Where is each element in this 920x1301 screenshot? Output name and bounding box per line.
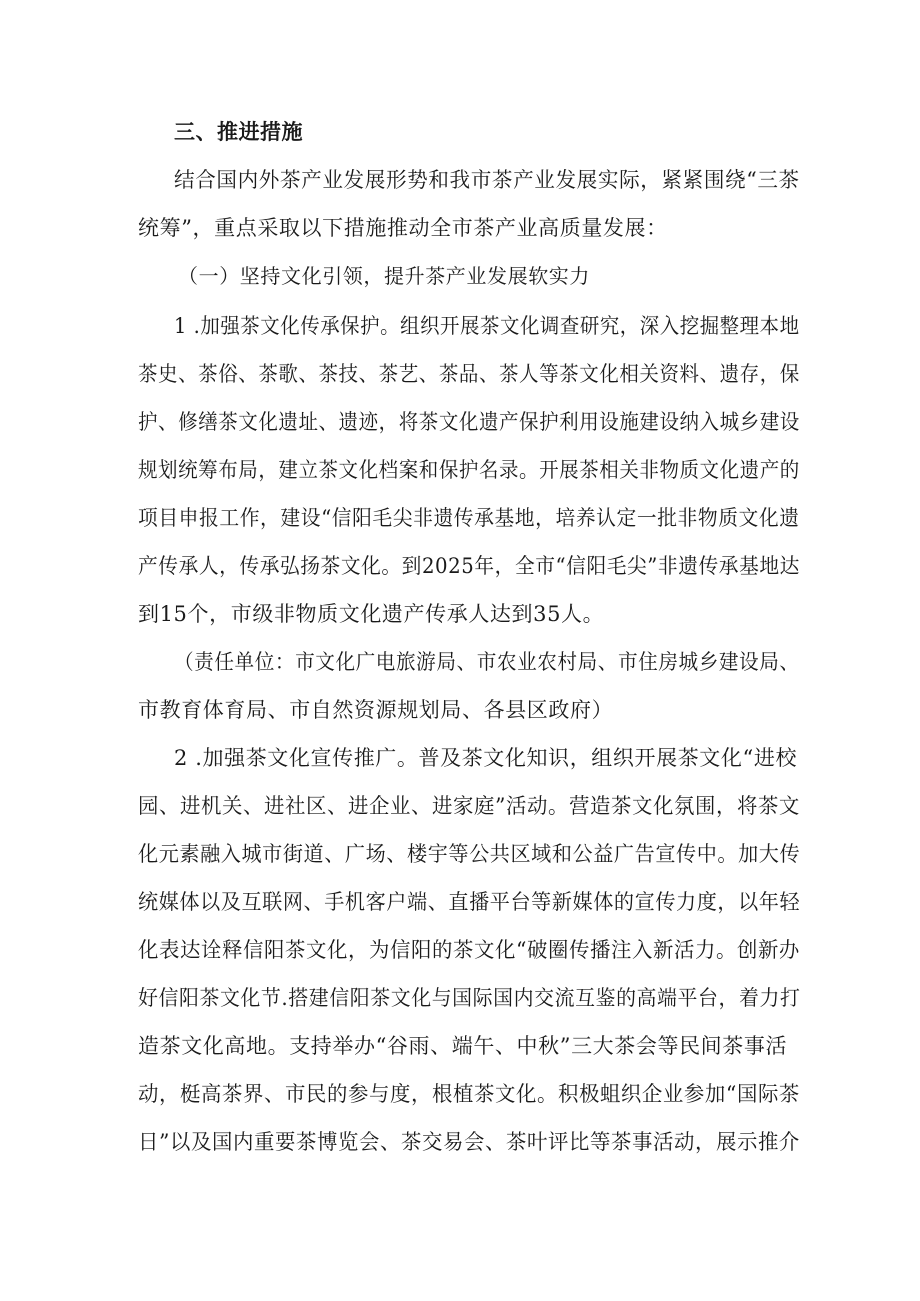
- item2-line-9: 日”以及国内重要茶博览会、茶交易会、茶叶评比等茶事活动，展示推介: [138, 1130, 800, 1154]
- item2-line-1: 2 .加强茶文化宣传推广。普及茶文化知识，组织开展茶文化“进校: [174, 746, 798, 770]
- item2-line-5: 化表达诠释信阳茶文化，为信阳的茶文化“破圈传播注入新活力。创新办: [138, 938, 800, 962]
- item1-line-3: 护、修缮茶文化遗址、遗迹，将茶文化遗产保护利用设施建设纳入城乡建设: [138, 410, 800, 434]
- section-heading: 三、推进措施: [174, 120, 303, 144]
- item1-line-6: 产传承人，传承弘扬茶文化。到2025年，全市“信阳毛尖”非遗传承基地达: [138, 554, 800, 578]
- subsection-title: （一）坚持文化引领，提升茶产业发展软实力: [178, 264, 590, 288]
- item1-line-4: 规划统筹布局，建立茶文化档案和保护名录。开展茶相关非物质文化遗产的: [138, 458, 800, 482]
- item2-line-3: 化元素融入城市街道、广场、楼宇等公共区域和公益广告宣传中。加大传: [138, 842, 801, 866]
- item1-responsibility-line-1: （责任单位：市文化广电旅游局、市农业农村局、市住房城乡建设局、: [174, 650, 800, 674]
- item2-line-2: 园、进机关、进社区、进企业、进家庭”活动。营造茶文化氛围，将茶文: [138, 794, 800, 818]
- item1-responsibility-line-2: 市教育体育局、市自然资源规划局、各县区政府）: [138, 698, 614, 722]
- item1-line-5: 项目申报工作，建设“信阳毛尖非遗传承基地，培养认定一批非物质文化遗: [138, 506, 800, 530]
- item2-line-6: 好信阳茶文化节.搭建信阳茶文化与国际国内交流互鉴的高端平台，着力打: [138, 986, 801, 1010]
- intro-line-2: 统筹”，重点采取以下措施推动全市茶产业高质量发展：: [138, 216, 668, 240]
- item2-line-7: 造茶文化高地。支持举办“谷雨、端午、中秋”三大茶会等民间茶事活: [138, 1034, 788, 1058]
- item1-line-2: 茶史、茶俗、茶歌、茶技、茶艺、茶品、茶人等茶文化相关资料、遗存，保: [138, 362, 800, 386]
- item1-line-7: 到15个，市级非物质文化遗产传承人达到35人。: [138, 602, 605, 626]
- item2-line-8: 动，梃高茶界、市民的参与度，根植茶文化。积极蛆织企业参加“国际茶: [138, 1082, 800, 1106]
- item1-line-1: 1 .加强茶文化传承保护。组织开展茶文化调查研究，深入挖掘整理本地: [174, 314, 800, 338]
- intro-line-1: 结合国内外茶产业发展形势和我市茶产业发展实际，紧紧围绕“三茶: [174, 168, 800, 192]
- item2-line-4: 统媒体以及互联网、手机客户端、直播平台等新媒体的宣传力度，以年轻: [138, 890, 801, 914]
